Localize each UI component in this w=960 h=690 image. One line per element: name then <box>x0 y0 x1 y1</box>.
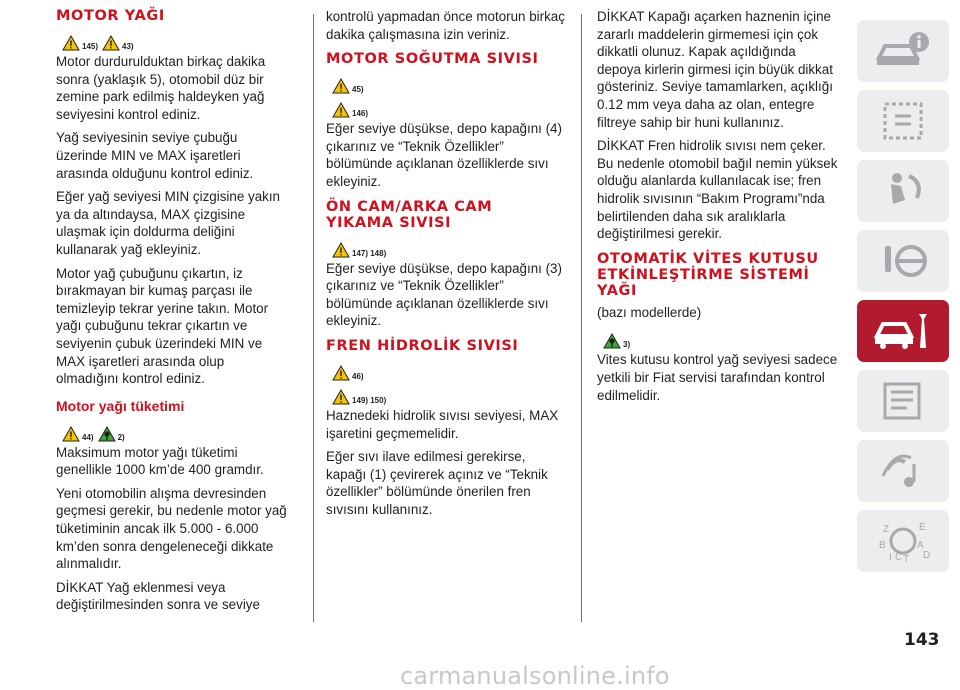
paragraph: Eğer seviye düşükse, depo kapağını (3) çıkarınız ve “Teknik Özellikler” bölümünde açıklanan özelliklerde sıvı ekleyiniz. <box>326 260 562 329</box>
section-heading-motor-oil: MOTOR YAĞI <box>56 8 165 24</box>
ref-number: 145) <box>82 42 99 51</box>
starting-driving-icon <box>871 238 935 284</box>
section-heading-washer <box>326 199 566 231</box>
paragraph: DİKKAT Kapağı açarken haznenin içine zararlı maddelerin girmemesi için çok dikkatli olunuz. Kapak açıldığında depoya kirlerin girmesi için büyük dikkat gösteriniz. Seviye tamamlarken, açıklığı 0.12 mm veya daha az olan, entegre filtreye sahip bir huni kullanınız. <box>597 9 833 130</box>
heading-line: YAĞI <box>597 282 638 299</box>
section-heading-gearbox-oil <box>597 251 842 299</box>
dashboard-warning-icon <box>871 98 935 144</box>
index-letter: E <box>919 522 926 533</box>
column-divider <box>581 14 582 622</box>
section-heading-coolant: MOTOR SOĞUTMA SIVISI <box>326 51 539 68</box>
tab-technical-data[interactable] <box>857 370 949 432</box>
paragraph: Eğer yağ seviyesi MIN çizgisine yakın ya da altındaysa, MAX çizgisine ulaşmak için doldurma deliğini kullanarak yağ ekleyiniz. <box>56 189 281 257</box>
tab-car-info[interactable] <box>857 20 949 82</box>
multimedia-icon <box>871 448 935 494</box>
paragraph: Yeni otomobilin alışma devresinden geçmesi gerekir, bu nedenle motor yağ tüketiminin ancak ilk 5.000 - 6.000 km’den sonra dengeleneceği dikkate alınmalıdır. <box>56 485 287 572</box>
ref-number: 46) <box>352 371 364 381</box>
page-number: 143 <box>904 630 940 650</box>
watermark: carmanualsonline.info <box>400 662 670 690</box>
ref-number: 147) 148) <box>352 248 387 258</box>
ref-number: 146) <box>352 109 369 119</box>
warning-refs <box>62 420 288 442</box>
column-3 <box>597 8 842 410</box>
tab-dashboard-warnings[interactable] <box>857 90 949 152</box>
warning-refs <box>62 29 288 51</box>
paragraph: Maksimum motor yağı tüketimi genellikle 1000 km’de 400 gramdır. <box>56 444 264 478</box>
tab-car-maintenance[interactable] <box>857 300 949 362</box>
environment-tree-icon <box>603 333 621 349</box>
warning-triangle-icon <box>332 78 350 94</box>
paragraph: kontrolü yapmadan önce motorun birkaç dakika çalışmasına izin veriniz. <box>326 9 565 42</box>
index-letter: D <box>923 550 931 561</box>
heading-line: ÖN CAM/ARKA CAM <box>326 198 493 215</box>
column-2 <box>326 8 566 525</box>
warning-triangle-icon <box>332 102 350 118</box>
index-letter: B <box>879 540 886 551</box>
warning-triangle-icon <box>62 426 80 442</box>
safety-airbag-icon <box>871 168 935 214</box>
ref-number: 44) <box>82 432 94 442</box>
section-heading-brake-fluid: FREN HİDROLİK SIVISI <box>326 337 519 354</box>
paragraph: Vites kutusu kontrol yağ seviyesi sadece yetkili bir Fiat servisi tarafından kontrol edilmelidir. <box>597 352 838 403</box>
heading-line: OTOMATİK VİTES KUTUSU <box>597 250 819 267</box>
tab-index[interactable] <box>857 510 949 572</box>
subheading-oil-consumption: Motor yağı tüketimi <box>56 397 185 414</box>
paragraph: Yağ seviyesinin seviye çubuğu üzerinde MIN ve MAX işaretleri arasında olduğunu kontrol ediniz. <box>56 130 254 181</box>
ref-number: 45) <box>352 85 364 95</box>
ref-number: 149) 150) <box>352 395 387 405</box>
warning-triangle-icon <box>332 365 350 381</box>
warning-refs <box>603 327 842 349</box>
warning-triangle-icon <box>102 35 120 51</box>
index-letter: T <box>903 554 910 564</box>
column-divider <box>313 14 314 622</box>
tab-starting-driving[interactable] <box>857 230 949 292</box>
ref-number: 43) <box>122 42 134 51</box>
heading-line: YIKAMA SIVISI <box>326 214 452 231</box>
ref-number: 2) <box>117 432 125 442</box>
paragraph: Eğer sıvı ilave edilmesi gerekirse, kapağı (1) çevirerek açınız ve “Teknik özellikler” bölümünde önerilen fren sıvısını kullanınız. <box>326 449 548 517</box>
warning-refs <box>332 72 566 94</box>
index-letter: I <box>889 552 892 563</box>
warning-refs <box>332 359 566 381</box>
warning-refs <box>332 96 566 118</box>
paragraph: Motor yağ çubuğunu çıkartın, iz bırakmayan bir kumaş parçası ile temizleyip tekrar yerine takın. Motor yağı çubuğunu tekrar çıkartın ve seviyenin çubuk üzerindeki MIN ve MAX işaretleri arasında olup olmadığını kontrol ediniz. <box>56 265 269 387</box>
paragraph: (bazı modellerde) <box>597 304 702 320</box>
car-maintenance-icon <box>871 308 935 354</box>
tab-safety[interactable] <box>857 160 949 222</box>
warning-refs <box>332 383 566 405</box>
heading-line: ETKİNLEŞTİRME SİSTEMİ <box>597 266 810 283</box>
ref-number: 3) <box>623 340 631 350</box>
index-letter: A <box>917 540 924 551</box>
technical-data-icon <box>871 378 935 424</box>
environment-tree-icon <box>98 426 116 442</box>
warning-triangle-icon <box>332 242 350 258</box>
warning-triangle-icon <box>332 389 350 405</box>
paragraph: DİKKAT Yağ eklenmesi veya değiştirilmesinden sonra ve seviye <box>56 579 260 613</box>
index-alphabet-icon <box>871 518 935 564</box>
paragraph: Motor durdurulduktan birkaç dakika sonra (yaklaşık 5), otomobil düz bir zemine park edilmiş haldeyken yağ seviyesini kontrol ediniz. <box>56 54 266 122</box>
warning-refs <box>332 236 566 258</box>
paragraph: DİKKAT Fren hidrolik sıvısı nem çeker. Bu nedenle otomobil bağıl nemin yüksek olduğu alanlarda kullanılacak ise; fren hidrolik sıvısının “Bakım Programı”nda belirtilenden daha sık aralıklarla değiştirilmesi gerekir. <box>597 138 838 242</box>
car-info-icon <box>871 28 935 74</box>
tab-multimedia[interactable] <box>857 440 949 502</box>
paragraph: Eğer seviye düşükse, depo kapağını (4) çıkarınız ve “Teknik Özellikler” bölümünde açıklanan özelliklerde sıvı ekleyiniz. <box>326 121 562 189</box>
warning-triangle-icon <box>62 35 80 51</box>
index-letter: Z <box>883 524 890 535</box>
paragraph: Haznedeki hidrolik sıvısı seviyesi, MAX işaretini geçmemelidir. <box>326 407 559 441</box>
index-letter: C <box>895 552 903 563</box>
column-1 <box>56 8 288 620</box>
chapter-sidebar <box>857 20 949 580</box>
